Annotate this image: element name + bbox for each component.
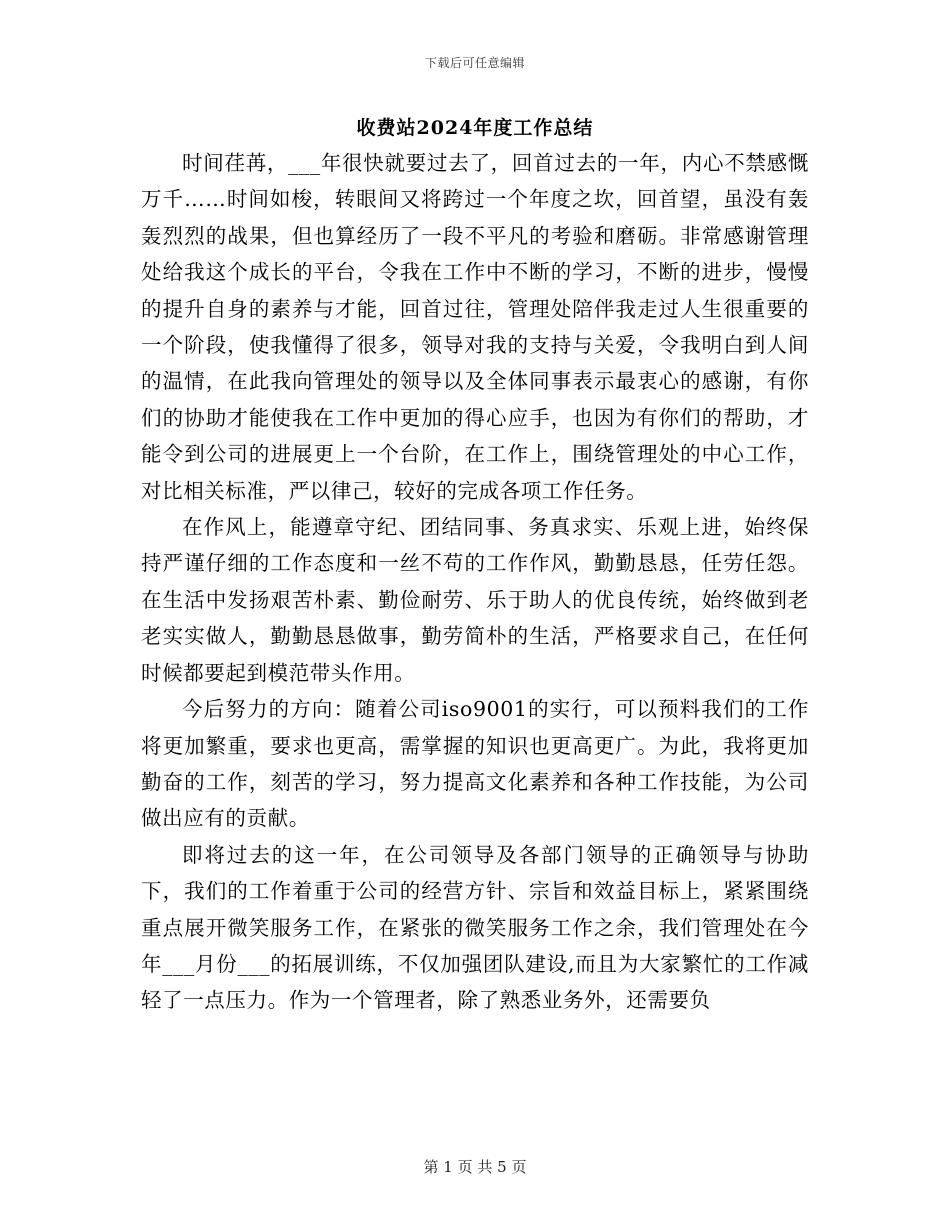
paragraph-4: 即将过去的这一年，在公司领导及各部门领导的正确领导与协助下，我们的工作着重于公司的经营方针、宗旨和效益目标上，紧紧围绕重点展开微笑服务工作，在紧张的微笑服务工作之余，我们管理处在今年___月份___的拓展训练，不仅加强团队建设,而且为大家繁忙的工作减轻了一点压力。作为一个管理者，除了熟悉业务外，还需要负 — [141, 842, 809, 1013]
paragraph-1: 时间荏苒，___年很快就要过去了，回首过去的一年，内心不禁感慨万千……时间如梭，转眼间又将跨过一个年度之坎，回首望，虽没有轰轰烈烈的战果，但也算经历了一段不平凡的考验和磨砺。非常感谢管理处给我这个成长的平台，令我在工作中不断的学习，不断的进步，慢慢的提升自身的素养与才能，回首过往，管理处陪伴我走过人生很重要的一个阶段，使我懂得了很多，领导对我的支持与关爱，令我明白到人间的温情，在此我向管理处的领导以及全体同事表示最衷心的感谢，有你们的协助才能使我在工作中更加的得心应手，也因为有你们的帮助，才能令到公司的进展更上一个台阶，在工作上，围绕管理处的中心工作，对比相关标准，严以律己，较好的完成各项工作任务。 — [141, 151, 809, 503]
paragraph-3: 今后努力的方向：随着公司iso9001的实行，可以预料我们的工作将更加繁重，要求也更高，需掌握的知识也更高更广。为此，我将更加勤奋的工作，刻苦的学习，努力提高文化素养和各种工作技能，为公司做出应有的贡献。 — [141, 697, 809, 831]
paragraph-2: 在作风上，能遵章守纪、团结同事、务真求实、乐观上进，始终保持严谨仔细的工作态度和一丝不苟的工作作风，勤勤恳恳，任劳任怨。在生活中发扬艰苦朴素、勤俭耐劳、乐于助人的优良传统，始终做到老老实实做人，勤勤恳恳做事，勤劳简朴的生活，严格要求自己，在任何时候都要起到模范带头作用。 — [141, 515, 809, 685]
document-title: 收费站2024年度工作总结 — [356, 117, 594, 139]
header-note: 下载后可任意编辑 — [424, 56, 525, 70]
page-number: 第 1 页 共 5 页 — [423, 1158, 527, 1176]
document-body — [141, 145, 809, 1019]
